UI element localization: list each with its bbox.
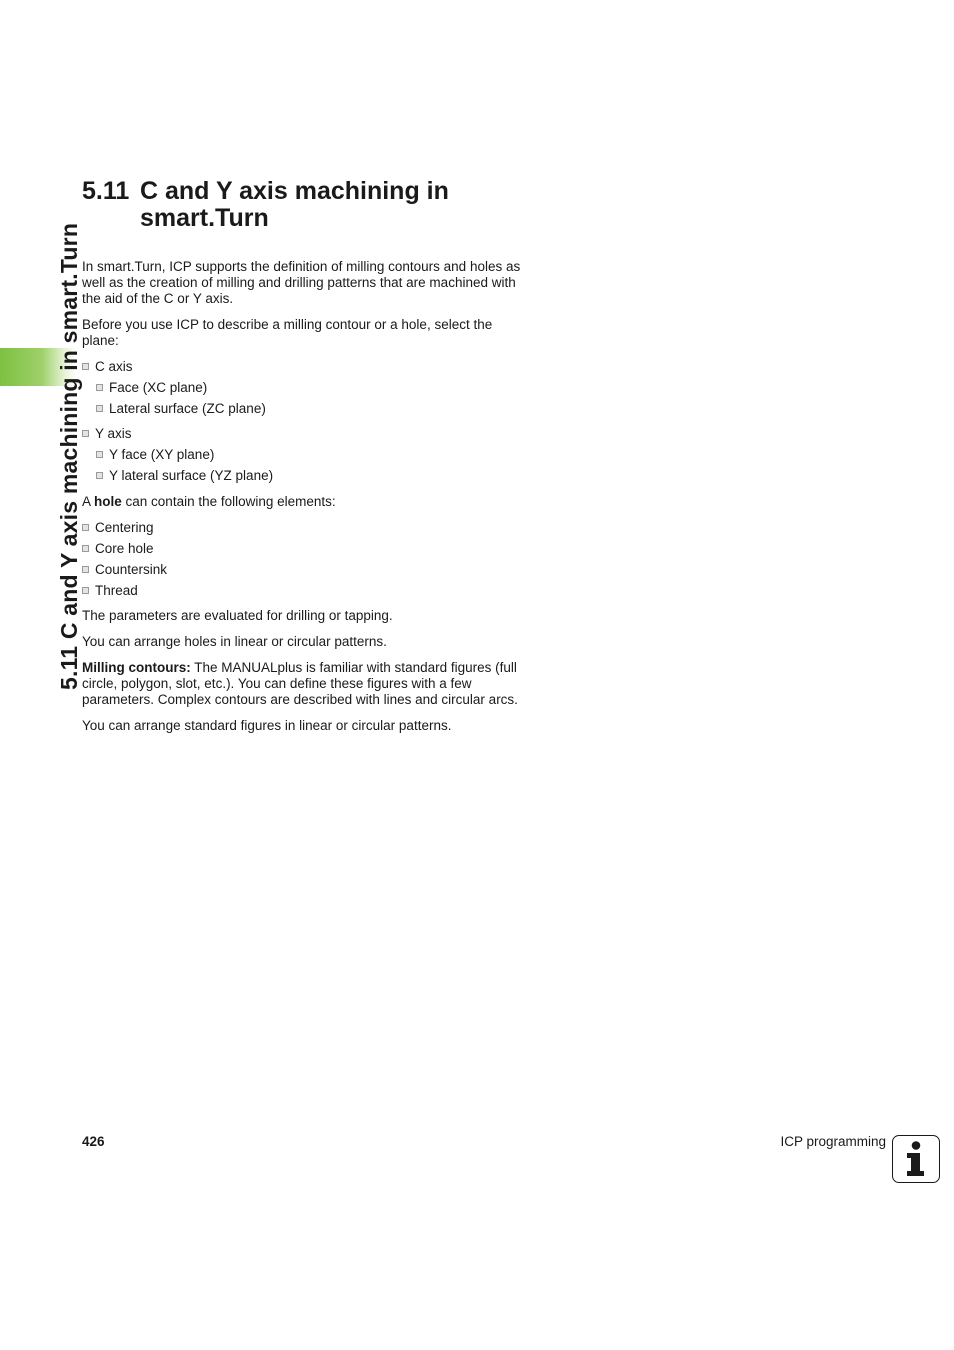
bullet-square-icon: [96, 451, 103, 458]
select-plane-paragraph: Before you use ICP to describe a milling contour or a hole, select the plane:: [82, 317, 493, 348]
holes-pattern-paragraph: You can arrange holes in linear or circular patterns.: [82, 634, 387, 649]
list-item: Lateral surface (ZC plane): [96, 401, 532, 422]
bullet-square-icon: [82, 430, 89, 437]
hole-intro-paragraph: A hole can contain the following elements:: [82, 494, 336, 509]
bullet-square-icon: [82, 545, 89, 552]
list-item: Face (XC plane): [96, 380, 532, 401]
footer-section-title: ICP programming: [780, 1134, 886, 1149]
intro-paragraph: In smart.Turn, ICP supports the definition of milling contours and holes as well as the creation of milling and drilling patterns that are machined with the aid of the C or Y axis.: [82, 259, 521, 306]
bullet-square-icon: [96, 384, 103, 391]
bullet-square-icon: [82, 524, 89, 531]
info-icon: [892, 1135, 940, 1183]
bullet-square-icon: [96, 405, 103, 412]
list-item: Y face (XY plane): [96, 447, 532, 468]
body-content: [82, 259, 532, 744]
list-item: Core hole: [82, 541, 532, 562]
bullet-square-icon: [82, 587, 89, 594]
list-item: Centering: [82, 520, 532, 541]
section-number: 5.11: [82, 177, 130, 205]
section-title: C and Y axis machining in smart.Turn: [140, 177, 449, 232]
params-paragraph: The parameters are evaluated for drilling or tapping.: [82, 608, 393, 623]
side-chapter-title: 5.11 C and Y axis machining in smart.Turn: [56, 222, 82, 690]
figures-pattern-paragraph: You can arrange standard figures in linear or circular patterns.: [82, 718, 452, 733]
list-item: Y axis: [82, 426, 532, 447]
list-item: Countersink: [82, 562, 532, 583]
hole-elements-list: [82, 520, 532, 604]
bullet-square-icon: [82, 566, 89, 573]
bullet-square-icon: [82, 363, 89, 370]
milling-paragraph: Milling contours: The MANUALplus is familiar with standard figures (full circle, polygon, slot, etc.). You can define these figures with a few parameters. Complex contours are described with lines and circular arcs.: [82, 660, 518, 707]
list-item: Thread: [82, 583, 532, 604]
list-item: C axis: [82, 359, 532, 380]
bullet-square-icon: [96, 472, 103, 479]
plane-list: [82, 359, 532, 489]
list-item: Y lateral surface (YZ plane): [96, 468, 532, 489]
page-number: 426: [82, 1134, 105, 1149]
